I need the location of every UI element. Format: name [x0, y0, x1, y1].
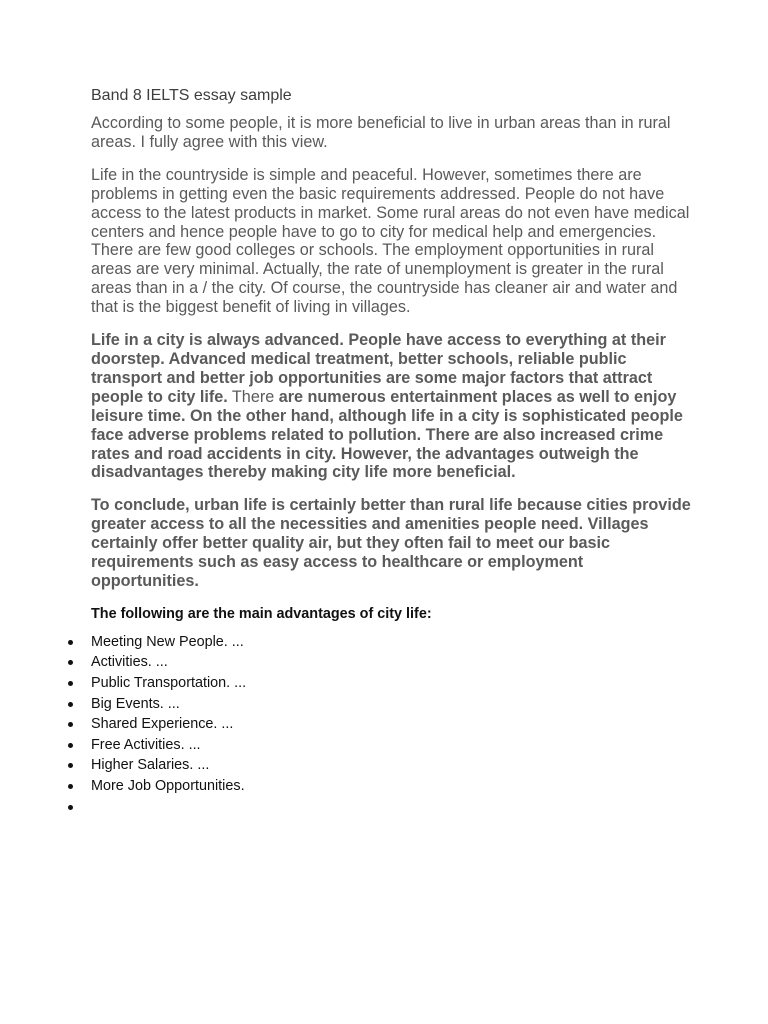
bullet-icon — [68, 805, 73, 810]
bullet-icon — [68, 743, 73, 748]
list-item: Big Events. ... — [91, 694, 691, 715]
list-item: Public Transportation. ... — [91, 673, 691, 694]
document-title: Band 8 IELTS essay sample — [91, 87, 292, 104]
city-paragraph — [91, 331, 691, 482]
list-item: Free Activities. ... — [91, 735, 691, 756]
list-item: More Job Opportunities. — [91, 776, 691, 797]
city-paragraph-part-3: are numerous entertainment places as well to enjoy leisure time. On the other hand, although life in a city is sophisticated people face adverse problems related to pollution. There are also increased crime rates and road accidents in city. However, the advantages outweigh the disadvantages thereby making city life more beneficial. — [91, 387, 683, 482]
list-item: Shared Experience. ... — [91, 714, 691, 735]
list-item: Meeting New People. ... — [91, 632, 691, 653]
rural-paragraph: Life in the countryside is simple and peaceful. However, sometimes there are problems in getting even the basic requirements addressed. People do not have access to the latest products in market. Some rural areas do not even have medical centers and hence people have to go to city for medical help and emergencies. There are few good colleges or schools. The employment opportunities in rural areas are very minimal. Actually, the rate of unemployment is greater in the rural areas than in a / the city. Of course, the countryside has cleaner air and water and that is the biggest benefit of living in villages. — [91, 165, 690, 317]
city-paragraph-part-1: Life in a city is always advanced. People have access to everything at their doorstep. Advanced medical treatment, better schools, reliable public transport and better job opportunities are some major factors that attract people to city life. — [91, 331, 666, 406]
bullet-icon — [68, 681, 73, 686]
bullet-icon — [68, 660, 73, 665]
bullet-icon — [68, 640, 73, 645]
intro-paragraph: According to some people, it is more beneficial to live in urban areas than in rural areas. I fully agree with this view. — [91, 114, 671, 151]
list-item: Higher Salaries. ... — [91, 755, 691, 776]
document-content — [91, 86, 691, 817]
list-item — [91, 797, 691, 818]
bullet-icon — [68, 784, 73, 789]
bullet-icon — [68, 722, 73, 727]
bullet-icon — [68, 702, 73, 707]
list-item: Activities. ... — [91, 652, 691, 673]
city-paragraph-part-2: There — [227, 387, 279, 406]
bullet-icon — [68, 763, 73, 768]
conclusion-paragraph: To conclude, urban life is certainly better than rural life because cities provide greater access to all the necessities and amenities people need. Villages certainly offer better quality air, but they often fail to meet our basic requirements such as easy access to healthcare or employment opportunities. — [91, 496, 691, 590]
advantages-heading: The following are the main advantages of city life: — [91, 605, 432, 622]
advantages-list — [91, 632, 691, 817]
